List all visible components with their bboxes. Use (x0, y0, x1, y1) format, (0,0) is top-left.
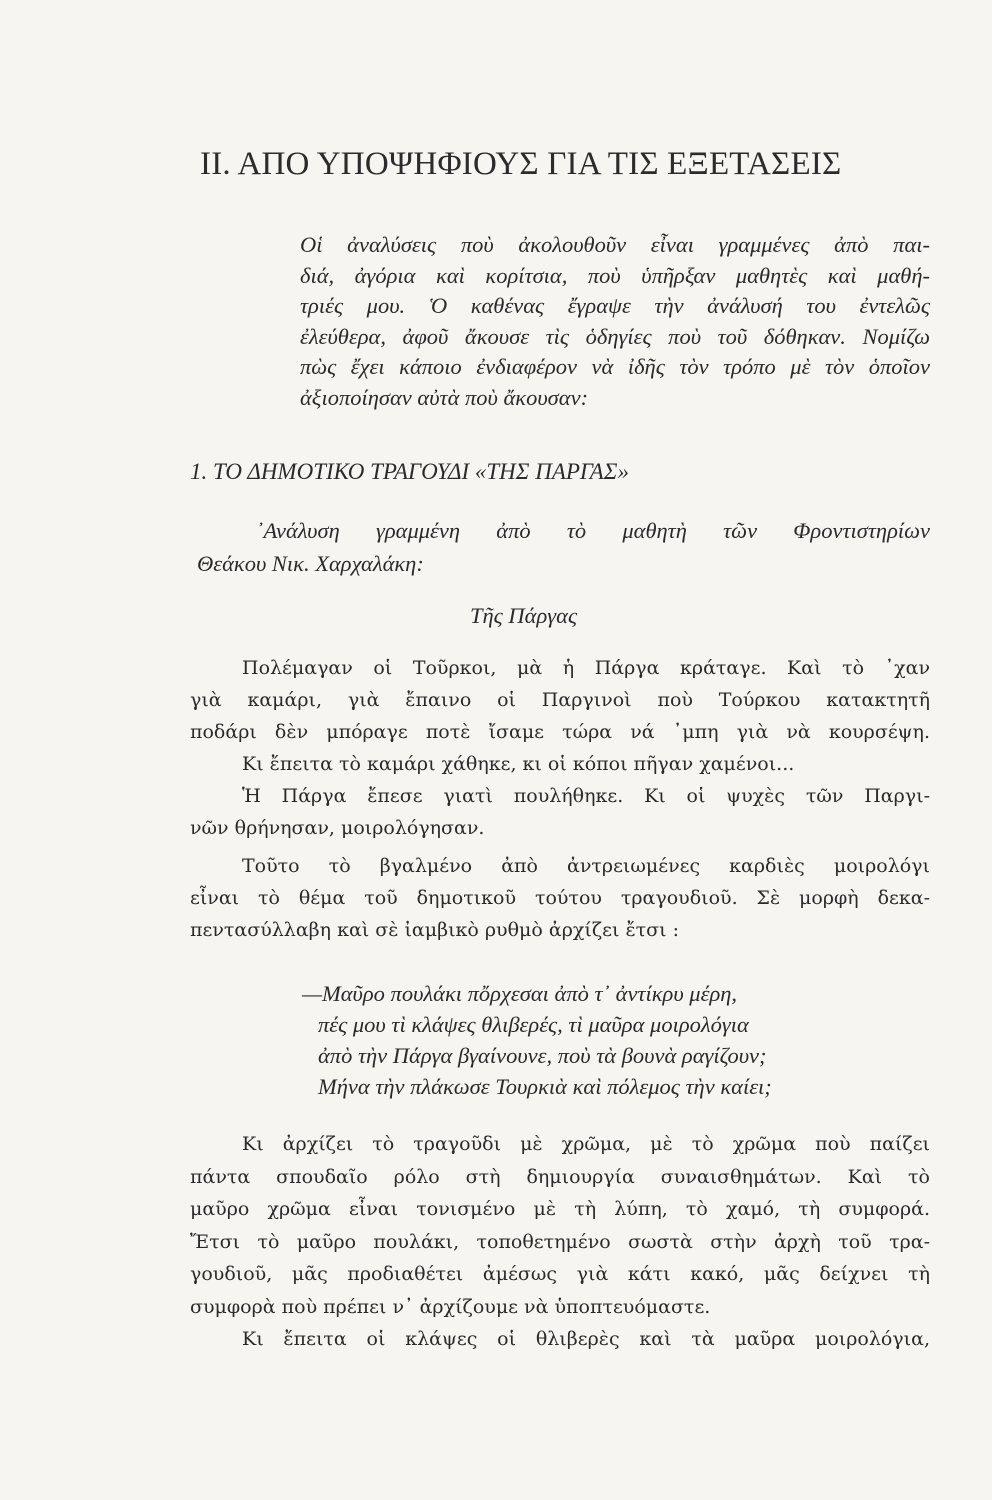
body-line: Πολέμαγαν οἱ Τοῦρκοι, μὰ ἡ Πάργα κράταγε. Καὶ τὸ ᾿χαν (242, 657, 930, 679)
poem-line: ἀπὸ τὴν Πάργα βγαίνουνε, ποὺ τὰ βουνὰ ραγίζουν; (318, 1043, 767, 1068)
intro-line: Οἱ ἀναλύσεις ποὺ ἀκολουθοῦν εἶναι γραμμένες ἀπὸ παι- (300, 232, 930, 257)
attribution-line: ᾿Ανάλυση γραμμένη ἀπὸ τὸ μαθητὴ τῶν Φροντιστηρίων (256, 518, 930, 543)
poem-line: —Μαῦρο πουλάκι πὄρχεσαι ἀπὸ τ᾿ ἀντίκρυ μέρη, (302, 981, 738, 1006)
body-line: ποδάρι δὲν μπόραγε ποτὲ ἴσαμε τώρα νά ᾿μπη γιὰ νὰ κουρσέψη. (190, 721, 930, 743)
intro-line: διά, ἀγόρια καὶ κορίτσια, ποὺ ὑπῆρξαν μαθητὲς καὶ μαθή- (300, 262, 930, 288)
attribution (197, 514, 930, 580)
poem-line: Μήνα τὴν πλάκωσε Τουρκιὰ καὶ πόλεμος τὴν καίει; (318, 1074, 772, 1099)
chapter-heading: ΙΙ. ΑΠΟ ΥΠΟΨΗΦΙΟΥΣ ΓΙΑ ΤΙΣ ΕΞΕΤΑΣΕΙΣ (200, 146, 842, 182)
body-line: γουδιοῦ, μᾶς προδιαθέτει ἀμέσως γιὰ κάτι κακό, μᾶς δείχνει τὴ (190, 1263, 930, 1285)
body-line: Ἡ Πάργα ἔπεσε γιατὶ πουλήθηκε. Κι οἱ ψυχὲς τῶν Παργι- (242, 785, 930, 807)
body-line: Τοῦτο τὸ βγαλμένο ἀπὸ ἀντρειωμένες καρδιὲς μοιρολόγι (242, 855, 930, 877)
body-paragraph-1 (190, 652, 930, 946)
body-paragraph-2 (190, 1128, 930, 1356)
body-line: γιὰ καμάρι, γιὰ ἔπαινο οἱ Παργινοὶ ποὺ Τούρκου κατακτητῆ (190, 689, 930, 711)
poem-quote (302, 978, 772, 1102)
body-line: εἶναι τὸ θέμα τοῦ δημοτικοῦ τούτου τραγουδιοῦ. Σὲ μορφὴ δεκα- (190, 887, 930, 909)
body-line: Κι ἔπειτα τὸ καμάρι χάθηκε, κι οἱ κόποι πῆγαν χαμένοι... (242, 753, 795, 775)
intro-line: ἀξιοποίησαν αὐτὰ ποὺ ἄκουσαν: (300, 384, 589, 410)
section-title: 1. ΤΟ ΔΗΜΟΤΙΚΟ ΤΡΑΓΟΥΔΙ «ΤΗΣ ΠΑΡΓΑΣ» (190, 459, 629, 484)
body-line: μαῦρο χρῶμα εἶναι τονισμένο μὲ τὴ λύπη, τὸ χαμό, τὴ συμφορά. (190, 1198, 930, 1220)
intro-paragraph (300, 230, 930, 413)
body-line: Κι ἔπειτα οἱ κλάψες οἱ θλιβερὲς καὶ τὰ μαῦρα μοιρολόγια, (242, 1328, 930, 1350)
body-line: συμφορὰ ποὺ πρέπει ν᾿ ἀρχίζουμε νὰ ὑποπτευόμαστε. (190, 1295, 711, 1318)
attribution-line: Θεάκου Νικ. Χαρχαλάκη: (197, 551, 424, 576)
body-line: πάντα σπουδαῖο ρόλο στὴ δημιουργία συναισθημάτων. Καὶ τὸ (190, 1165, 930, 1188)
intro-line: ἐλεύθερα, ἀφοῦ ἄκουσε τὶς ὁδηγίες ποὺ τοῦ δόθηκαν. Νομίζω (300, 323, 930, 349)
body-line: πεντασύλλαβη καὶ σὲ ἰαμβικὸ ρυθμὸ ἀρχίζει ἔτσι : (190, 919, 680, 941)
body-line: Κι ἀρχίζει τὸ τραγοῦδι μὲ χρῶμα, μὲ τὸ χρῶμα ποὺ παίζει (242, 1133, 930, 1155)
body-line: νῶν θρήνησαν, μοιρολόγησαν. (190, 817, 485, 839)
intro-line: τριές μου. Ὁ καθένας ἔγραψε τὴν ἀνάλυσή του ἐντελῶς (300, 293, 930, 318)
body-line: Ἔτσι τὸ μαῦρο πουλάκι, τοποθετημένο σωστὰ στὴν ἀρχὴ τοῦ τρα- (190, 1230, 930, 1253)
poem-line: πές μου τὶ κλάψες θλιβερές, τὶ μαῦρα μοιρολόγια (318, 1012, 749, 1037)
poem-subtitle: Τῆς Πάργας (470, 603, 578, 628)
intro-line: πὼς ἔχει κάποιο ἐνδιαφέρον νὰ ἰδῆς τὸν τρόπο μὲ τὸν ὁποῖον (300, 354, 930, 379)
